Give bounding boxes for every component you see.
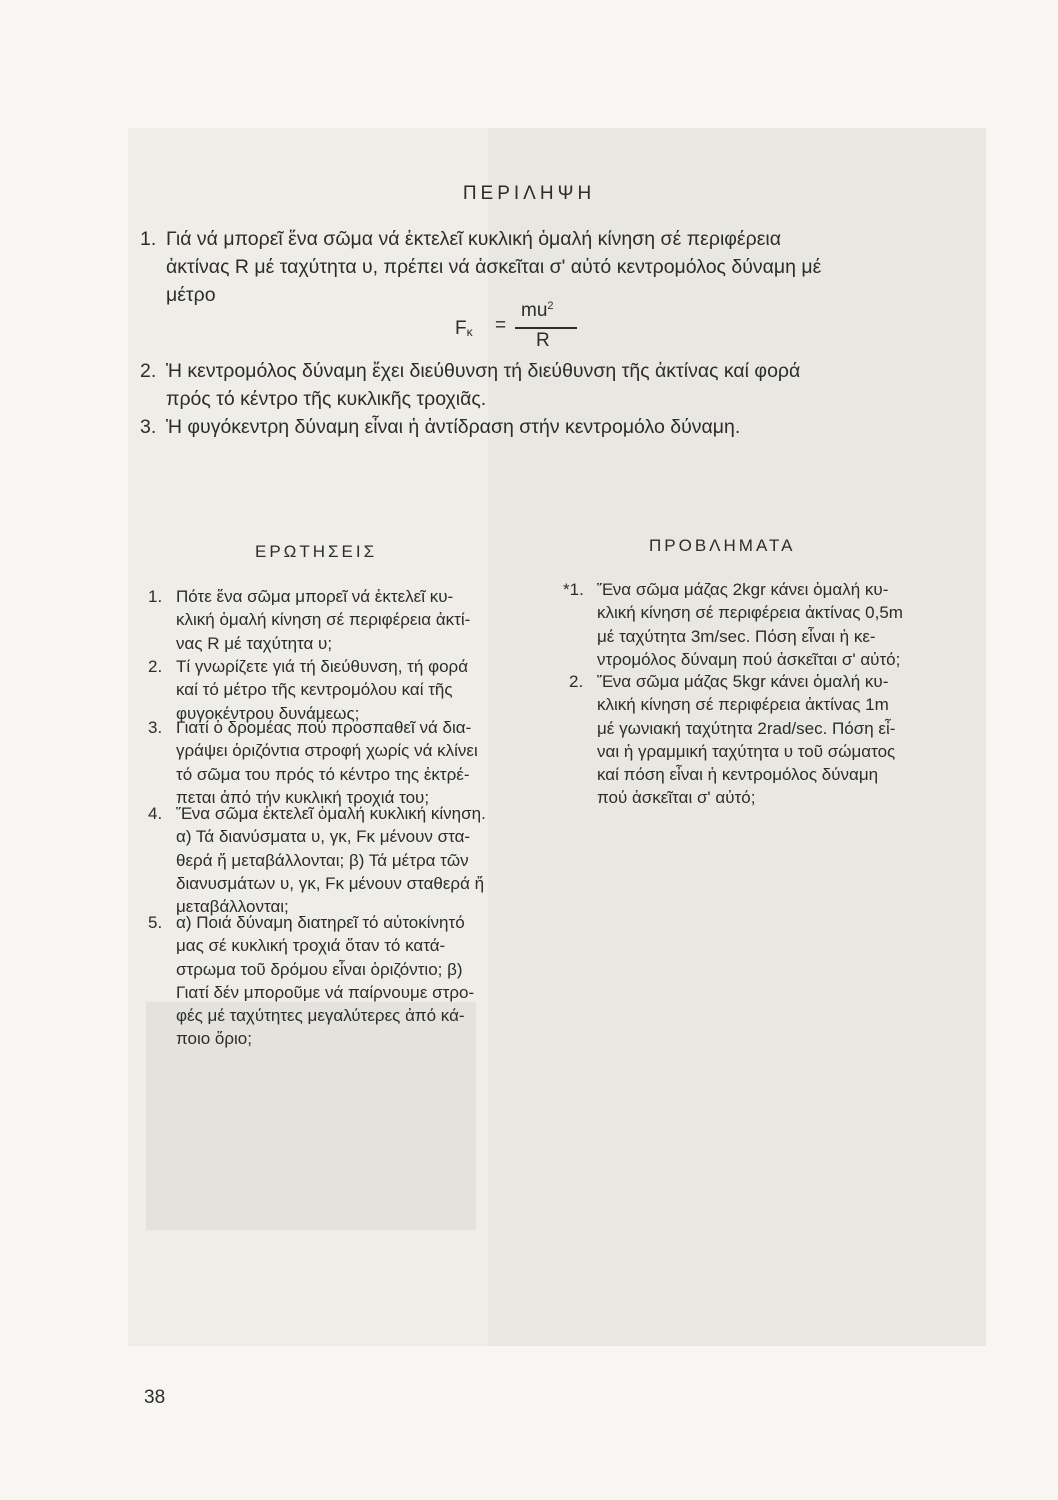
item-number: 3. [140, 416, 157, 438]
question-line: Γιατί δέν μποροῦμε νά παίρνουμε στρο- [176, 982, 475, 1002]
problem-line: καί πόση εἶναι ἡ κεντρομόλος δύναμη [597, 765, 879, 785]
question-number: 2. [148, 657, 163, 676]
question-line: Ἕνα σῶμα ἐκτελεῖ ὁμαλή κυκλική κίνηση. [176, 804, 486, 823]
problem-line: κλική κίνηση σέ περιφέρεια ἀκτίνας 1m [597, 695, 889, 715]
summary-title: ΠΕΡΙΛΗΨΗ [462, 183, 596, 204]
question-number: 4. [148, 804, 163, 823]
summary-line: πρός τό κέντρο τῆς κυκλικῆς τροχιᾶς. [166, 388, 487, 410]
question-line: ποιο ὅριο; [176, 1029, 252, 1049]
formula-lhs: $F_\kappa$ [455, 318, 473, 339]
problems-title: ΠΡΟΒΛΗΜΑΤΑ [649, 536, 796, 555]
problem-line: ναι ἡ γραμμική ταχύτητα υ τοῦ σώματος [597, 741, 896, 761]
problem-line: μέ ταχύτητα 3m/sec. Πόση εἶναι ἡ κε- [597, 626, 876, 646]
page-number: 38 [144, 1387, 166, 1408]
formula-denominator: R [536, 330, 550, 351]
formula-numerator: $mu^2$ [521, 300, 554, 321]
question-line: φές μέ ταχύτητες μεγαλύτερες ἀπό κά- [176, 1006, 465, 1026]
summary-line: μέτρο [166, 284, 216, 306]
summary-line: Γιά νά μπορεῖ ἕνα σῶμα νά ἐκτελεῖ κυκλική ὁμαλή κίνηση σέ περιφέρεια [166, 228, 782, 250]
item-number: 1. [140, 228, 157, 250]
question-line: διανυσμάτων υ, γκ, Fκ μένουν σταθερά ἤ [176, 873, 485, 893]
summary-line: Ἡ φυγόκεντρη δύναμη εἶναι ἡ ἀντίδραση στήν κεντρομόλο δύναμη. [166, 416, 741, 438]
question-number: 1. [148, 587, 163, 606]
question-line: πεται ἀπό τήν κυκλική τροχιά του; [176, 787, 430, 807]
question-line: κλική ὁμαλή κίνηση σέ περιφέρεια ἀκτί- [176, 610, 471, 630]
question-line: νας R μέ ταχύτητα υ; [176, 633, 333, 653]
question-line: μας σέ κυκλική τροχιά ὅταν τό κατά- [176, 936, 446, 956]
problem-line: Ἕνα σῶμα μάζας 2kgr κάνει ὁμαλή κυ- [597, 580, 889, 599]
problem-line: μέ γωνιακή ταχύτητα 2rad/sec. Πόση εἶ- [597, 718, 896, 738]
summary-line: ἀκτίνας R μέ ταχύτητα υ, πρέπει νά ἀσκεῖται σ' αὐτό κεντρομόλος δύναμη μέ [166, 256, 822, 278]
question-line: α) Τά διανύσματα υ, γκ, Fκ μένουν στα- [176, 827, 471, 847]
question-line: στρωμα τοῦ δρόμου εἶναι ὁριζόντιο; β) [176, 959, 463, 979]
question-line: τό σῶμα του πρός τό κέντρο της ἐκτρέ- [176, 764, 470, 784]
question-line: Γιατί ὁ δρομέας πού προσπαθεῖ νά δια- [176, 718, 472, 737]
question-line: μεταβάλλονται; [176, 897, 289, 917]
problem-line: κλική κίνηση σέ περιφέρεια ἀκτίνας 0,5m [597, 603, 903, 623]
fraction-bar [515, 327, 577, 329]
question-line: φυγοκέντρου δυνάμεως; [176, 703, 360, 723]
question-line: α) Ποιά δύναμη διατηρεῖ τό αὐτοκίνητό [176, 913, 465, 932]
question-number: 5. [148, 913, 163, 932]
question-line: καί τό μέτρο τῆς κεντρομόλου καί τῆς [176, 680, 453, 700]
problem-number: *1. [563, 580, 584, 599]
item-number: 2. [140, 360, 157, 382]
problem-line: ντρομόλος δύναμη πού ἀσκεῖται σ' αὐτό; [597, 649, 901, 669]
summary-line: Ἡ κεντρομόλος δύναμη ἔχει διεύθυνση τή διεύθυνση τῆς ἀκτίνας καί φορά [166, 360, 801, 382]
formula-equals: = [495, 315, 507, 336]
problem-line: Ἕνα σῶμα μάζας 5kgr κάνει ὁμαλή κυ- [597, 672, 889, 691]
question-line: Πότε ἕνα σῶμα μπορεῖ νά ἐκτελεῖ κυ- [176, 587, 454, 606]
question-line: γράψει ὁριζόντια στροφή χωρίς νά κλίνει [176, 741, 478, 761]
question-number: 3. [148, 718, 163, 737]
problem-number: 2. [569, 672, 584, 691]
problem-line: πού ἀσκεῖται σ' αὐτό; [597, 788, 756, 808]
centripetal-force-formula [455, 300, 575, 360]
question-line: θερά ἤ μεταβάλλονται; β) Τά μέτρα τῶν [176, 850, 469, 870]
question-line: Τί γνωρίζετε γιά τή διεύθυνση, τή φορά [176, 657, 469, 676]
questions-title: ΕΡΩΤΗΣΕΙΣ [255, 542, 378, 561]
